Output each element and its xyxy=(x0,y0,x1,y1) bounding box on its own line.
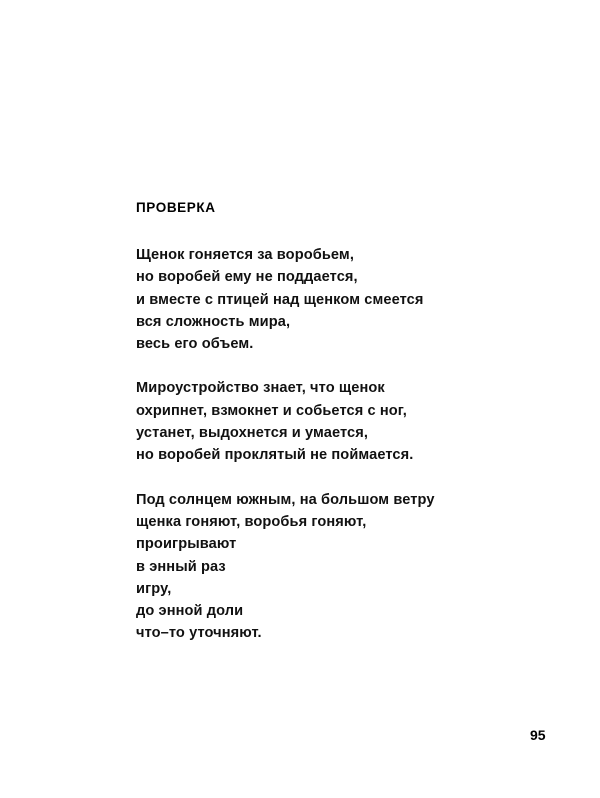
poem-line: охрипнет, взмокнет и собьется с ног, xyxy=(136,402,407,419)
page-number: 95 xyxy=(530,727,546,743)
poem-line: Под солнцем южным, на большом ветру xyxy=(136,491,435,508)
poem-line: в энный раз xyxy=(136,558,226,575)
poem-title: ПРОВЕРКА xyxy=(136,200,216,215)
poem-line: Щенок гоняется за воробьем, xyxy=(136,247,354,263)
poem-line: устанет, выдохнется и умается, xyxy=(136,425,369,442)
poem-stanza xyxy=(136,244,556,355)
poem-line: но воробей проклятый не поймается. xyxy=(136,447,414,464)
poem-line: вся сложность мира, xyxy=(136,313,291,330)
poem-line: проигрывают xyxy=(136,536,237,553)
poem-body xyxy=(136,244,556,645)
poem-line: Мироустройство знает, что щенок xyxy=(136,380,385,397)
poem-stanza xyxy=(136,489,556,645)
poem-line: и вместе с птицей над щенком смеется xyxy=(136,291,424,308)
poem-line: весь его объем. xyxy=(136,336,254,353)
poem-line: щенка гоняют, воробья гоняют, xyxy=(136,513,367,530)
poem-line: что–то уточняют. xyxy=(136,625,262,642)
poem-line: до энной доли xyxy=(136,603,244,620)
poem-line: но воробей ему не поддается, xyxy=(136,269,358,286)
poem-line: игру, xyxy=(136,580,172,597)
poem-stanza xyxy=(136,377,556,466)
